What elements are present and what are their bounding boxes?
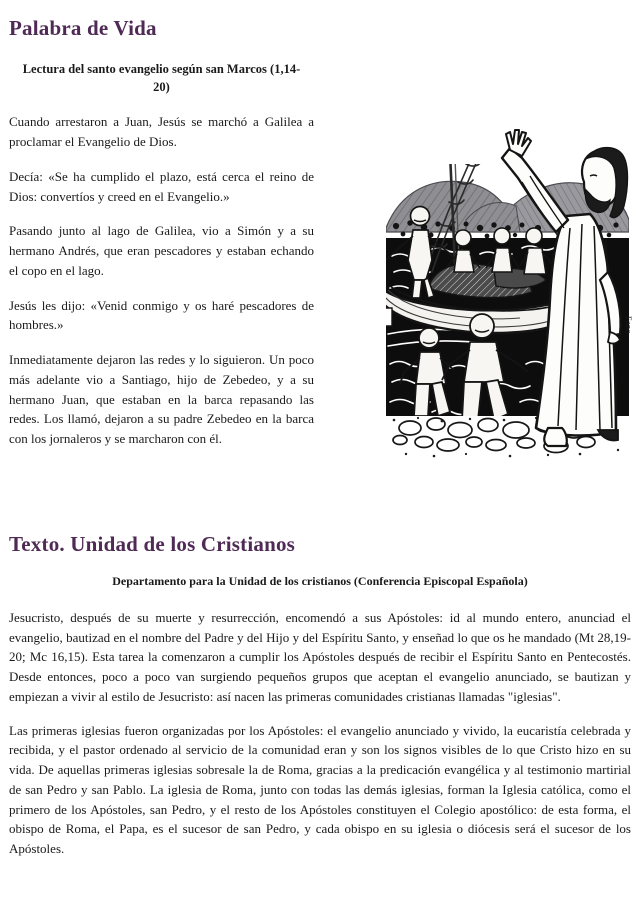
gospel-column — [9, 60, 314, 464]
jesus-calling-fishermen-illustration — [370, 120, 640, 468]
unidad-source-attribution: Departamento para la Unidad de los cristianos (Conferencia Episcopal Española) — [112, 574, 528, 588]
gospel-paragraph-3: Pasando junto al lago de Galilea, vio a Simón y a su hermano Andrés, que eran pescadores y estaban echando el copo en el lago. — [9, 223, 314, 278]
gospel-subtitle: Lectura del santo evangelio según san Marcos (1,14-20) — [22, 62, 301, 95]
unidad-paragraph-1: Jesucristo, después de su muerte y resurrección, encomendó a sus Apóstoles: id al mundo entero, anunciad el evangelio, bautizad en el nombre del Padre y del Hijo y del Espíritu Santo, y enseñad lo que os he mandado (Mt 28,19-20; Mc 16,15). Esta tarea la comenzaron a cumplir los Apóstoles después de recibir el Espíritu Santo en Pentecostés. Desde entonces, poco a poco van surgiendo pequeños grupos que aceptan el evangelio anunciado, se bautizan y empiezan a vivir al estilo de Jesucristo: así nacen las primeras comunidades cristianas llamadas "iglesias". — [9, 609, 631, 704]
unidad-section — [9, 573, 631, 873]
gospel-paragraph-4: Jesús les dijo: «Venid conmigo y os haré pescadores de hombres.» — [9, 297, 314, 333]
gospel-paragraph-2: Decía: «Se ha cumplido el plazo, está cerca el reino de Dios: convertíos y creed en el Evangelio.» — [9, 168, 314, 204]
svg-text:Fano: Fano — [624, 316, 633, 334]
gospel-paragraph-5: Inmediatamente dejaron las redes y lo siguieron. Un poco más adelante vio a Santiago, hijo de Zebedeo, y a su hermano Juan, que estaban en la barca repasando las redes. Los llamó, dejaron a su padre Zebedeo en la barca con los jornaleros y se marcharon con él. — [9, 352, 314, 446]
page-title-palabra-de-vida: Palabra de Vida — [9, 16, 157, 40]
gospel-paragraph-1: Cuando arrestaron a Juan, Jesús se marchó a Galilea a proclamar el Evangelio de Dios. — [9, 114, 314, 149]
artist-signature — [624, 316, 633, 334]
page-title-texto-unidad-cristianos: Texto. Unidad de los Cristianos — [9, 532, 296, 556]
unidad-paragraph-2: Las primeras iglesias fueron organizadas por los Apóstoles: el evangelio anunciado y vivido, la eucaristía celebrada y recibida, y el pastor ordenado al servicio de la comunidad eran y son los signos visibles de lo que Cristo hizo en su vida. De aquellas primeras iglesias sobresale la de Roma, gracias a la predicación evangélica y al testimonio martirial de san Pedro y san Pablo. La iglesia de Roma, junto con todas las demás iglesias, forman la Iglesia católica, como el primero de los Apóstoles, san Pedro, y el resto de los Apóstoles constituyen el Colegio apostólico: de esta forma, el obispo de Roma, el Papa, es el sucesor de san Pedro, y cada obispo en su iglesia o diócesis será el sucesor de los Apóstoles. — [9, 722, 631, 857]
